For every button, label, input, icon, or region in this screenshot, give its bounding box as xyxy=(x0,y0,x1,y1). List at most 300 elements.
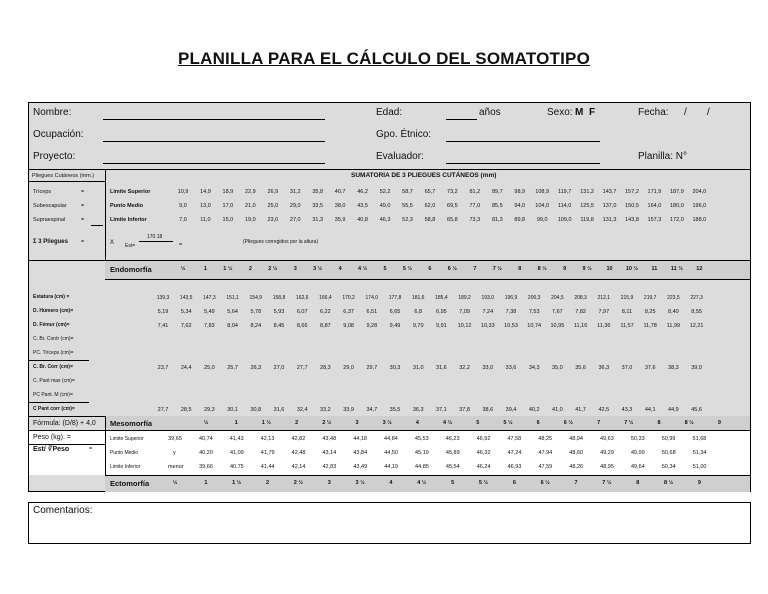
pl-sup-cell: 89,7 xyxy=(491,189,503,195)
meso-hum-cell: 6,8 xyxy=(414,309,423,315)
pl-mid-cell: 125,5 xyxy=(580,203,594,209)
meso-vals-cell: 4 xyxy=(415,420,419,426)
pl-sup-cell: 157,2 xyxy=(625,189,639,195)
gpo-etnico-field[interactable] xyxy=(446,141,600,142)
meso-vals-cell: 3 ½ xyxy=(382,420,392,426)
meso-bra-cell: 31,0 xyxy=(412,365,424,371)
pl-sup-cell: 143,7 xyxy=(602,189,617,195)
endo-vals-cell: 3 xyxy=(293,266,297,272)
pc-triceps-label: PC. Tríceps (cm)= xyxy=(33,350,74,356)
meso-bra-cell: 37,0 xyxy=(621,365,633,371)
ecto-mid-cell: 46,32 xyxy=(476,450,491,456)
meso-hum-cell: 6,95 xyxy=(436,309,447,315)
pant-rule xyxy=(29,402,89,403)
fecha-label: Fecha: xyxy=(638,107,669,118)
ecto-vals-cell: 1 ½ xyxy=(232,480,242,486)
frac-eq: = xyxy=(179,242,183,248)
meso-est-cell: 208,3 xyxy=(574,295,587,301)
nombre-field[interactable] xyxy=(103,119,325,120)
limite-superior-label: Limite Superior xyxy=(110,189,151,195)
ecto-mid-cell: 45,89 xyxy=(445,450,460,456)
pliegues-heading-rule xyxy=(29,181,105,182)
meso-pan-cell: 38,6 xyxy=(482,407,494,413)
ecto-vals-cell: 8 ½ xyxy=(664,480,674,486)
pl-mid-cell: 69,5 xyxy=(447,203,458,209)
pl-mid-cell: 49,0 xyxy=(379,203,391,209)
meso-est-cell: 212,1 xyxy=(597,295,611,301)
ecto-inf-cell: 48,26 xyxy=(569,464,584,470)
meso-est-cell: 158,8 xyxy=(272,295,286,301)
meso-est-cell: 215,9 xyxy=(620,295,634,301)
pl-sup-cell: 22,9 xyxy=(244,189,256,195)
meso-pan-cell: 37,8 xyxy=(459,407,470,413)
meso-fem-cell: 9,70 xyxy=(412,323,424,329)
endo-left-rule xyxy=(29,260,105,261)
ecto-mid-cell: 49,29 xyxy=(600,450,614,456)
triceps-label: Tríceps xyxy=(33,189,52,195)
limite-inferior-label: Limite Inferior xyxy=(110,217,147,223)
somatotype-form xyxy=(28,102,751,492)
ecto-vals-cell: 5 ½ xyxy=(478,480,489,486)
pl-inf-cell: 143,8 xyxy=(625,217,639,223)
meso-est-cell: 174,0 xyxy=(365,295,379,301)
pl-mid-cell: 21,0 xyxy=(244,203,256,209)
planilla-label: Planilla: N° xyxy=(638,151,688,162)
meso-est-cell: 189,2 xyxy=(458,295,471,301)
ecto-sup-cell: 46,92 xyxy=(476,436,491,442)
meso-bra-cell: 27,7 xyxy=(296,365,308,371)
meso-pan-cell: 43,3 xyxy=(621,407,633,413)
pl-sup-cell: 40,7 xyxy=(334,189,346,195)
meso-pan-cell: 40,2 xyxy=(528,407,540,413)
ecto-sup-cell: 51,68 xyxy=(692,436,707,442)
subescapular-label: Subescapular xyxy=(33,203,67,209)
pl-inf-cell: 27,0 xyxy=(289,217,301,223)
meso-fem-cell: 11,99 xyxy=(666,323,681,329)
nombre-label: Nombre: xyxy=(33,107,72,118)
pl-mid-cell: 180,0 xyxy=(670,203,684,209)
ecto-inf-cell: 51,00 xyxy=(692,464,707,470)
frac-num: 170.18 xyxy=(147,234,163,240)
pl-mid-cell: 164,0 xyxy=(647,203,662,209)
meso-est-cell: 227,3 xyxy=(690,295,703,301)
pl-sup-cell: 18,9 xyxy=(222,189,234,195)
supraespinal-eq: = xyxy=(81,217,85,223)
meso-pan-cell: 35,5 xyxy=(389,407,401,413)
meso-bra-cell: 30,3 xyxy=(389,365,401,371)
ecto-vals-cell: 5 xyxy=(451,480,455,486)
endo-vals-cell: 2 ½ xyxy=(268,266,278,272)
pl-inf-cell: 131,3 xyxy=(602,217,617,223)
meso-bra-cell: 27,0 xyxy=(273,365,285,371)
pl-inf-cell: 58,8 xyxy=(424,217,436,223)
meso-vals-cell: 2 ½ xyxy=(322,420,332,426)
meso-fem-cell: 7,83 xyxy=(204,323,215,329)
meso-fem-cell: 9,91 xyxy=(436,323,447,329)
ecto-mid-cell: 51,34 xyxy=(692,450,707,456)
ecto-inf-cell: 43,49 xyxy=(353,464,368,470)
triceps-eq: = xyxy=(81,189,85,195)
pl-mid-cell: 55,5 xyxy=(402,203,413,209)
ecto-mid-cell: 41,09 xyxy=(229,450,244,456)
meso-hum-cell: 8,11 xyxy=(621,309,633,315)
endo-vals-cell: 4 ½ xyxy=(358,266,368,272)
meso-hum-cell: 7,67 xyxy=(552,309,563,315)
meso-vals-cell: 1 ½ xyxy=(261,420,271,426)
c-pant-max-label: C. Pant max (cm)= xyxy=(33,378,75,384)
ocupacion-label: Ocupación: xyxy=(33,129,84,140)
endo-vals-cell: 8 xyxy=(518,266,522,272)
meso-bra-cell: 25,0 xyxy=(204,365,215,371)
ecto-vals-cell: 7 xyxy=(574,480,578,486)
pl-inf-cell: 109,0 xyxy=(557,217,572,223)
meso-fem-cell: 10,74 xyxy=(527,323,542,329)
meso-pan-cell: 31,6 xyxy=(273,407,285,413)
ecto-inf-cell: 46,24 xyxy=(476,464,491,470)
meso-est-cell: 185,4 xyxy=(435,295,448,301)
meso-pan-cell: 33,2 xyxy=(320,407,331,413)
meso-bra-cell: 35,0 xyxy=(552,365,563,371)
meso-pan-cell: 28,5 xyxy=(180,407,192,413)
meso-pan-cell: 39,4 xyxy=(505,407,517,413)
edad-label: Edad: xyxy=(376,107,403,118)
pl-sup-cell: 52,2 xyxy=(379,189,391,195)
ecto-sup-cell: 44,18 xyxy=(353,436,367,442)
mesomorfia-label: Mesomorfía xyxy=(110,419,153,428)
meso-est-cell: 200,3 xyxy=(527,295,541,301)
meso-bra-cell: 31,6 xyxy=(436,365,447,371)
meso-vals-cell: ½ xyxy=(203,420,209,426)
pl-inf-cell: 35,9 xyxy=(334,217,346,223)
meso-hum-cell: 8,25 xyxy=(644,309,656,315)
ecto-vals-cell: 9 xyxy=(697,480,701,486)
meso-pan-cell: 30,8 xyxy=(250,407,262,413)
ecto-vals-cell: 6 ½ xyxy=(540,480,550,486)
meso-pan-cell: 29,3 xyxy=(204,407,215,413)
triceps-rule xyxy=(29,360,89,361)
pl-inf-cell: 172,0 xyxy=(670,217,684,223)
endo-vals-cell: 7 ½ xyxy=(492,266,502,272)
pl-mid-cell: 137,0 xyxy=(602,203,617,209)
pl-mid-cell: 114,0 xyxy=(557,203,572,209)
endo-vals-cell: 7 xyxy=(473,266,477,272)
meso-fem-cell: 11,36 xyxy=(597,323,611,329)
meso-est-cell: 170,2 xyxy=(342,295,355,301)
pl-mid-cell: 104,0 xyxy=(535,203,550,209)
pl-sup-cell: 58,7 xyxy=(402,189,413,195)
pl-inf-cell: 15,0 xyxy=(222,217,234,223)
endo-vals-cell: 1 ½ xyxy=(223,266,233,272)
ecto-inf-label: Limite Inferior xyxy=(110,464,141,470)
meso-hum-cell: 6,37 xyxy=(343,309,354,315)
endo-vals-cell: 4 xyxy=(338,266,342,272)
ecto-mid-cell: 43,14 xyxy=(322,450,337,456)
meso-pan-cell: 30,1 xyxy=(227,407,238,413)
pl-sup-cell: 119,7 xyxy=(557,189,572,195)
x-label: X xyxy=(110,240,115,246)
ecto-sup-cell: 45,53 xyxy=(414,436,429,442)
pl-mid-cell: 17,0 xyxy=(222,203,234,209)
meso-hum-cell: 5,64 xyxy=(227,309,238,315)
ecto-sup-cell: 41,43 xyxy=(229,436,244,442)
endo-vals-cell: 5 xyxy=(383,266,387,272)
meso-fem-cell: 11,78 xyxy=(643,323,657,329)
formula-label: Fórmula: (D/8) + 4,0 xyxy=(33,420,96,427)
ecto-mid-cell: 48,60 xyxy=(569,450,584,456)
pl-inf-cell: 99,0 xyxy=(536,217,548,223)
meso-fem-cell: 8,87 xyxy=(320,323,331,329)
meso-vals-cell: 3 xyxy=(355,420,359,426)
ecto-mid-cell: 45,19 xyxy=(415,450,429,456)
pl-inf-cell: 73,3 xyxy=(469,217,481,223)
edad-field[interactable] xyxy=(446,119,477,120)
frac-den: Est= xyxy=(125,243,136,249)
pl-mid-cell: 196,0 xyxy=(692,203,707,209)
endo-vals-cell: 10 xyxy=(606,266,613,272)
pl-sup-cell: 204,0 xyxy=(692,189,707,195)
meso-pan-cell: 37,1 xyxy=(436,407,447,413)
meso-vals-cell: 5 ½ xyxy=(503,420,513,426)
est-peso-eq: = xyxy=(89,446,93,452)
ecto-sup-cell: 44,84 xyxy=(384,436,398,442)
meso-bra-cell: 29,7 xyxy=(366,365,378,371)
meso-hum-cell: 5,34 xyxy=(180,309,192,315)
meso-vals-cell: 7 ½ xyxy=(624,420,634,426)
pl-sup-cell: 171,9 xyxy=(647,189,662,195)
meso-fem-cell: 8,24 xyxy=(250,323,262,329)
ecto-inf-cell: 44,19 xyxy=(384,464,398,470)
pl-mid-cell: 150,5 xyxy=(625,203,639,209)
ecto-vals-cell: 2 xyxy=(266,480,270,486)
ecto-vals-cell: 3 ½ xyxy=(355,480,365,486)
ecto-mid-cell: 49,99 xyxy=(631,450,645,456)
meso-pan-cell: 27,7 xyxy=(157,407,169,413)
ecto-vals-cell: 2 ½ xyxy=(293,480,303,486)
meso-fem-cell: 10,33 xyxy=(480,323,495,329)
meso-bra-cell: 35,6 xyxy=(575,365,586,371)
meso-pan-cell: 45,6 xyxy=(691,407,702,413)
c-pant-corr-label: C Pant corr (cm)= xyxy=(33,406,75,412)
endo-vals-cell: 8 ½ xyxy=(537,266,547,272)
ecto-mid-cell: 43,84 xyxy=(353,450,368,456)
pl-mid-cell: 77,0 xyxy=(469,203,481,209)
meso-vals-cell: 7 xyxy=(597,420,601,426)
pl-sup-cell: 14,9 xyxy=(200,189,211,195)
meso-bra-cell: 23,7 xyxy=(157,365,169,371)
meso-pan-cell: 34,7 xyxy=(366,407,378,413)
sexo-m[interactable]: M xyxy=(575,107,584,118)
meso-hum-cell: 7,24 xyxy=(482,309,494,315)
meso-hum-cell: 6,65 xyxy=(389,309,401,315)
supraespinal-label: Supraespinal xyxy=(33,217,66,223)
meso-fem-cell: 11,57 xyxy=(620,323,634,329)
pl-sup-cell: 65,7 xyxy=(424,189,436,195)
estatura-label: Estatura (cm) = xyxy=(33,294,70,300)
ecto-inf-cell: 46,93 xyxy=(507,464,522,470)
meso-hum-cell: 6,51 xyxy=(366,309,378,315)
ecto-sup-cell: 48,94 xyxy=(569,436,583,442)
peso-rule xyxy=(29,444,105,445)
sum-eq: = xyxy=(81,239,85,245)
ecto-sup-cell: 42,82 xyxy=(291,436,306,442)
ecto-sup-cell: 48,25 xyxy=(538,436,553,442)
meso-hum-cell: 8,55 xyxy=(691,309,702,315)
pl-inf-cell: 46,3 xyxy=(379,217,391,223)
endo-vals-cell: 12 xyxy=(696,266,703,272)
ecto-inf-cell: 39,66 xyxy=(199,464,213,470)
pl-sup-cell: 31,2 xyxy=(289,189,301,195)
endo-vals-cell: 3 ½ xyxy=(313,266,323,272)
ecto-inf-cell: 40,75 xyxy=(229,464,244,470)
meso-fem-cell: 7,41 xyxy=(157,323,169,329)
meso-hum-cell: 7,82 xyxy=(575,309,586,315)
ecto-vals-cell: 6 xyxy=(512,480,516,486)
pl-sup-cell: 46,2 xyxy=(357,189,368,195)
pl-mid-cell: 13,0 xyxy=(200,203,211,209)
ecto-vals-cell: 1 xyxy=(204,480,208,486)
pl-sup-cell: 35,8 xyxy=(312,189,324,195)
pl-sup-cell: 10,9 xyxy=(177,189,189,195)
proyecto-field[interactable] xyxy=(103,163,325,164)
endo-vals-cell: 5 ½ xyxy=(402,266,413,272)
meso-est-cell: 196,9 xyxy=(504,295,518,301)
ecto-vals-cell: ½ xyxy=(172,480,178,486)
sexo-label: Sexo: xyxy=(547,107,573,118)
ecto-mid-cell: 42,48 xyxy=(291,450,306,456)
ecto-mid-cell: 47,94 xyxy=(538,450,553,456)
meso-est-cell: 223,5 xyxy=(667,295,680,301)
ecto-inf-cell: 44,85 xyxy=(415,464,429,470)
anos-label: años xyxy=(479,107,501,118)
meso-bra-cell: 29,0 xyxy=(343,365,354,371)
meso-hum-cell: 8,40 xyxy=(668,309,679,315)
pliegues-heading: Pliegues Cutáneos (mm.) xyxy=(32,173,95,179)
pl-mid-cell: 25,0 xyxy=(267,203,279,209)
endo-vals-cell: 9 ½ xyxy=(582,266,592,272)
pl-inf-cell: 65,8 xyxy=(447,217,458,223)
meso-fem-cell: 8,66 xyxy=(296,323,308,329)
endo-vals-cell: 9 xyxy=(563,266,567,272)
meso-vals-cell: 8 xyxy=(657,420,661,426)
meso-hum-cell: 6,07 xyxy=(296,309,308,315)
gpo-etnico-label: Gpo. Étnico: xyxy=(376,129,432,140)
meso-fem-cell: 10,53 xyxy=(504,323,518,329)
meso-hum-cell: 7,53 xyxy=(528,309,540,315)
pl-mid-cell: 85,5 xyxy=(491,203,503,209)
meso-pan-cell: 36,3 xyxy=(412,407,424,413)
ecto-menor-label: menor xyxy=(168,464,184,470)
c-br-corr-label: C. Br. Corr (cm)= xyxy=(33,364,73,370)
meso-bra-cell: 39,0 xyxy=(691,365,702,371)
meso-est-cell: 219,7 xyxy=(643,295,657,301)
sexo-f[interactable]: F xyxy=(589,107,596,118)
ocupacion-field[interactable] xyxy=(103,141,325,142)
meso-bra-cell: 33,0 xyxy=(482,365,494,371)
meso-fem-cell: 10,12 xyxy=(457,323,472,329)
ecto-sup-cell: 42,13 xyxy=(260,436,275,442)
pl-inf-cell: 23,0 xyxy=(267,217,279,223)
meso-fem-cell: 9,28 xyxy=(366,323,378,329)
pl-mid-cell: 9,0 xyxy=(179,203,187,209)
meso-bra-cell: 36,3 xyxy=(598,365,610,371)
meso-hum-cell: 5,19 xyxy=(157,309,169,315)
ecto-sup-cell: 50,33 xyxy=(630,436,645,442)
meso-est-cell: 151,1 xyxy=(226,295,239,301)
ecto-mid-cell: 44,50 xyxy=(384,450,398,456)
ecto-sup-cell: 49,63 xyxy=(600,436,614,442)
pl-inf-cell: 188,0 xyxy=(692,217,707,223)
pl-inf-cell: 157,3 xyxy=(647,217,662,223)
meso-pan-cell: 42,5 xyxy=(598,407,610,413)
meso-hum-cell: 7,97 xyxy=(598,309,610,315)
pl-inf-cell: 31,3 xyxy=(312,217,324,223)
endo-vals-cell: 11 ½ xyxy=(670,266,683,272)
ecto-mid-cell: 47,24 xyxy=(507,450,522,456)
meso-vals-cell: 4 ½ xyxy=(443,420,453,426)
ecto-inf-cell: 48,95 xyxy=(600,464,614,470)
ecto-sup-cell: 50,99 xyxy=(661,436,676,442)
header-divider xyxy=(29,169,750,170)
endo-vals-cell: 10 ½ xyxy=(625,266,639,272)
ecto-sup-cell: 47,58 xyxy=(507,436,522,442)
c-br-contr-label: C. Br. Contr (cm)= xyxy=(33,336,74,342)
meso-vals-cell: 6 xyxy=(536,420,540,426)
ecto-vals-cell: 8 xyxy=(636,480,640,486)
pl-sup-cell: 131,2 xyxy=(580,189,594,195)
meso-fem-cell: 9,49 xyxy=(389,323,401,329)
meso-hum-cell: 6,22 xyxy=(320,309,331,315)
pliegues-divider xyxy=(105,169,106,260)
comentarios-box[interactable] xyxy=(28,502,751,544)
meso-est-cell: 166,4 xyxy=(319,295,332,301)
ecto-vals-cell: 4 ½ xyxy=(417,480,427,486)
ecto-inf-cell: 47,59 xyxy=(538,464,553,470)
pl-mid-cell: 62,0 xyxy=(424,203,436,209)
meso-pan-cell: 44,1 xyxy=(644,407,656,413)
ecto-sup-cell: 46,23 xyxy=(445,436,460,442)
pl-inf-cell: 119,8 xyxy=(580,217,594,223)
ecto-mid-cell: 40,20 xyxy=(199,450,213,456)
meso-vals-cell: 2 xyxy=(295,420,299,426)
comentarios-label: Comentarios: xyxy=(33,505,93,516)
endomorfia-label: Endomorfía xyxy=(110,265,152,274)
meso-bra-cell: 34,3 xyxy=(528,365,540,371)
meso-est-cell: 147,3 xyxy=(203,295,216,301)
ecto-mid-cell: 50,68 xyxy=(661,450,676,456)
pc-pant-m-label: PC Pant. M (cm)= xyxy=(33,392,73,398)
ecto-y-label: y xyxy=(173,450,176,456)
pl-inf-cell: 89,8 xyxy=(514,217,526,223)
evaluador-field[interactable] xyxy=(446,163,600,164)
page-title: PLANILLA PARA EL CÁLCULO DEL SOMATOTIPO xyxy=(177,49,591,68)
pl-mid-cell: 33,5 xyxy=(312,203,324,209)
ecto-inf-cell: 49,64 xyxy=(631,464,645,470)
subescapular-eq: = xyxy=(81,203,85,209)
proyecto-label: Proyecto: xyxy=(33,151,76,162)
ecto-sup-label: Limite Superior xyxy=(110,436,144,442)
endo-vals-cell: ½ xyxy=(180,266,186,272)
ecto-vals-cell: 7 ½ xyxy=(602,480,612,486)
pl-mid-cell: 94,0 xyxy=(514,203,526,209)
meso-bra-cell: 28,3 xyxy=(320,365,331,371)
pl-sup-cell: 98,9 xyxy=(514,189,526,195)
ecto-inf-cell: 42,14 xyxy=(291,464,306,470)
pl-inf-cell: 7,0 xyxy=(179,217,187,223)
pl-inf-cell: 11,0 xyxy=(200,217,211,223)
meso-vals-cell: 6 ½ xyxy=(563,420,573,426)
sumatoria-title: SUMATORIA DE 3 PLIEGUES CUTÁNEOS (mm) xyxy=(351,172,497,179)
femur-label: D. Fémur (cm)= xyxy=(33,322,70,328)
